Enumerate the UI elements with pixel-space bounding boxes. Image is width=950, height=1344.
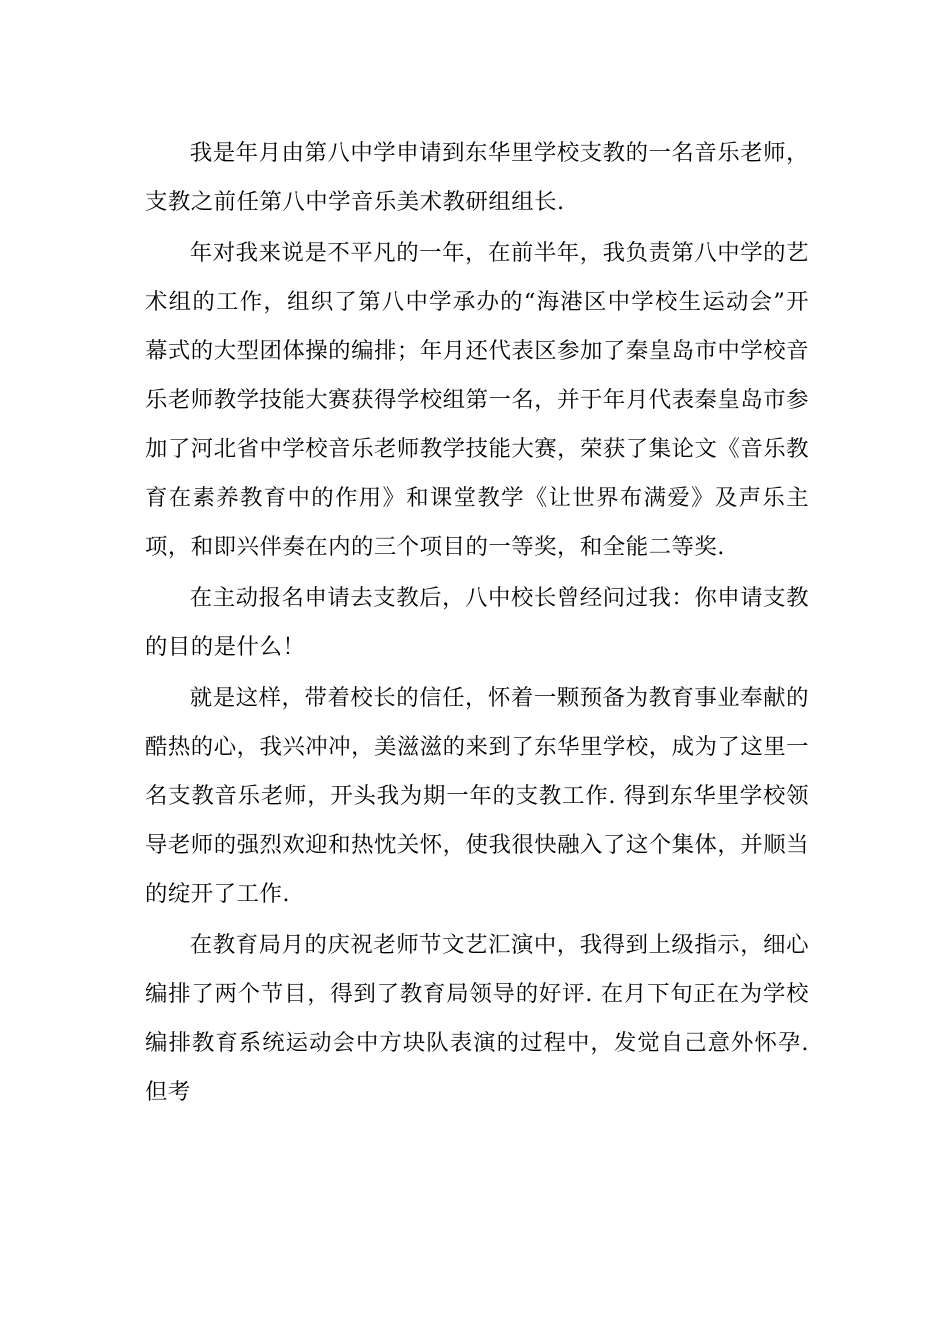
paragraph-principal-question: 在主动报名申请去支教后，八中校长曾经问过我：你申请支教的目的是什么！	[145, 585, 809, 660]
paragraph-year-review: 年对我来说是不平凡的一年，在前半年，我负责第八中学的艺术组的工作，组织了第八中学承办的“海港区中学校生运动会”开幕式的大型团体操的编排；年月还代表区参加了秦皇岛市中学校音乐老师教学技能大赛获得学校组第一名，并于年月代表秦皇岛市参加了河北省中学校音乐老师教学技能大赛，荣获了集论文《音乐教育在素养教育中的作用》和课堂教学《让世界布满爱》及声乐主项，和即兴伴奏在内的三个项目的一等奖，和全能二等奖.	[145, 240, 809, 560]
paragraph-intro: 我是年月由第八中学申请到东华里学校支教的一名音乐老师，支教之前任第八中学音乐美术教研组组长.	[145, 140, 809, 215]
document-body	[145, 129, 809, 1117]
paragraph-arrival: 就是这样，带着校长的信任，怀着一颗预备为教育事业奉献的酷热的心，我兴冲冲，美滋滋的来到了东华里学校，成为了这里一名支教音乐老师，开头我为期一年的支教工作. 得到东华里学校领导老师的强烈欢迎和热忱关怀，使我很快融入了这个集体，并顺当的绽开了工作.	[145, 685, 809, 907]
paragraph-performance: 在教育局月的庆祝老师节文艺汇演中，我得到上级指示，细心编排了两个节目，得到了教育局领导的好评. 在月下旬正在为学校编排教育系统运动会中方块队表演的过程中，发觉自己意外怀孕. 但考	[145, 932, 809, 1105]
